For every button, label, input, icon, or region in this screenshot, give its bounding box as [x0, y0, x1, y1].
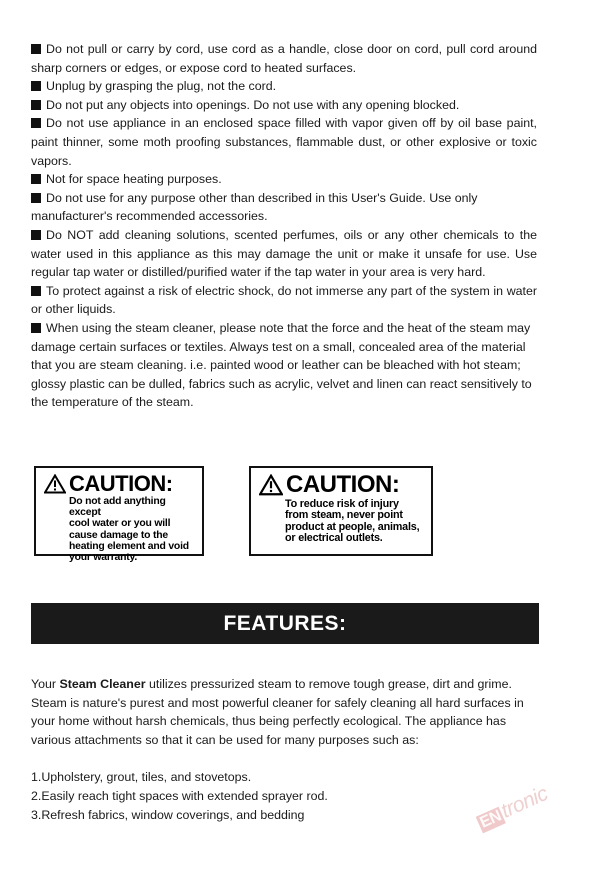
bullet-square-icon: [31, 44, 41, 54]
caution-box-steam: [249, 466, 433, 556]
safety-item: Unplug by grasping the plug, not the cord.: [31, 77, 537, 96]
bullet-square-icon: [31, 118, 41, 128]
list-item: 3.Refresh fabrics, window coverings, and bedding: [31, 808, 305, 822]
safety-item: Do not pull or carry by cord, use cord as a handle, close door on cord, pull cord around sharp corners or edges, or expose cord to heated surfaces.: [31, 42, 537, 75]
bullet-square-icon: [31, 193, 41, 203]
safety-item: Do not use appliance in an enclosed space filled with vapor given off by oil base paint, paint thinner, some moth proofing substances, flammable dust, or other explosive or toxic vapors.: [31, 116, 537, 168]
bullet-square-icon: [31, 323, 41, 333]
watermark-badge: EN: [476, 807, 506, 834]
safety-instructions: [31, 40, 537, 412]
features-heading: FEATURES:: [31, 603, 539, 644]
warning-triangle-icon: [259, 474, 283, 496]
caution-title: CAUTION:: [69, 470, 173, 496]
caution-header: [259, 471, 423, 499]
bullet-square-icon: [31, 286, 41, 296]
caution-header: [44, 471, 194, 496]
bullet-square-icon: [31, 174, 41, 184]
bullet-square-icon: [31, 230, 41, 240]
safety-item: Not for space heating purposes.: [31, 170, 537, 189]
caution-text: Do not add anything except cool water or you will cause damage to the heating element and void your warranty.: [69, 496, 189, 564]
caution-title: CAUTION:: [286, 471, 400, 498]
bullet-square-icon: [31, 81, 41, 91]
safety-item: Do not put any objects into openings. Do not use with any opening blocked.: [31, 96, 537, 115]
features-list: [31, 768, 541, 825]
safety-item: Do NOT add cleaning solutions, scented perfumes, oils or any other chemicals to the water used in this appliance as this may damage the unit or make it unsafe for use. Use regular tap water or distilled/purified water if the tap water in your area is very hard.: [31, 227, 537, 280]
bullet-square-icon: [31, 100, 41, 110]
safety-item: When using the steam cleaner, please note that the force and the heat of the steam may damage certain surfaces or textiles. Always test on a small, concealed area of the material that you are steam cleaning. i.e. painted wood or leather can be bleached with hot steam; glossy plastic can be dulled, fabrics such as acrylic, velvet and linen can react sensitively to the temperature of the steam.: [31, 320, 532, 410]
caution-box-water: [34, 466, 204, 564]
caution-text: To reduce risk of injury from steam, never point product at people, animals, or electrical outlets.: [285, 498, 420, 545]
safety-item: Do not use for any purpose other than described in this User's Guide. Use only manufacturer's recommended accessories.: [31, 190, 478, 224]
safety-item: To protect against a risk of electric shock, do not immerse any part of the system in water or other liquids.: [31, 283, 537, 317]
features-intro: Your Steam Cleaner utilizes pressurized steam to remove tough grease, dirt and grime. Steam is nature's purest and most powerful cleaner for safely cleaning all hard surfaces in your home without harsh chemicals, thus being perfectly ecological. The appliance has various attachments so that it can be used for many purposes such as:: [31, 677, 524, 747]
list-item: 1.Upholstery, grout, tiles, and stovetops.: [31, 770, 252, 784]
list-item: 2.Easily reach tight spaces with extended sprayer rod.: [31, 789, 328, 803]
warning-triangle-icon: [44, 474, 66, 494]
product-name: Steam Cleaner: [59, 677, 146, 691]
watermark-text: tronic: [497, 781, 552, 823]
